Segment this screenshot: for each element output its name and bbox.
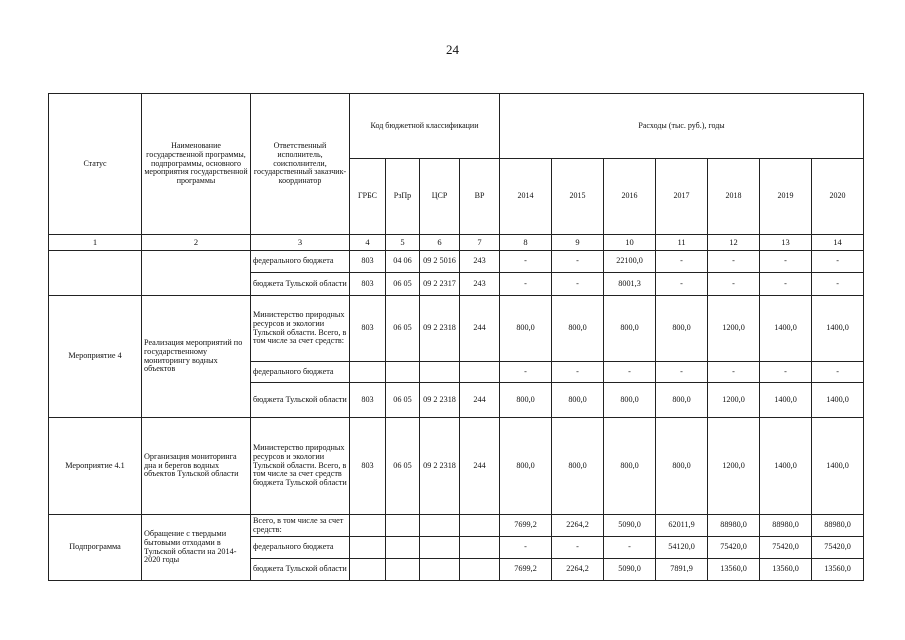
header-code-csr: ЦСР (420, 159, 460, 235)
value-cell: - (500, 251, 552, 273)
value-cell: 62011,9 (656, 515, 708, 537)
name-cell: Обращение с твердыми бытовыми отходами в Тульской области на 2014-2020 годы (142, 515, 251, 581)
value-cell: 75420,0 (708, 537, 760, 559)
value-cell: - (552, 251, 604, 273)
executor-cell: федерального бюджета (251, 362, 350, 383)
grbs-cell (350, 537, 386, 559)
value-cell: 8001,3 (604, 273, 656, 296)
column-number-row (49, 235, 864, 251)
value-cell: 800,0 (656, 418, 708, 515)
header-code-vr: ВР (460, 159, 500, 235)
table-row (49, 418, 864, 515)
value-cell: 800,0 (656, 296, 708, 362)
grbs-cell: 803 (350, 418, 386, 515)
value-cell: - (552, 537, 604, 559)
value-cell: - (760, 273, 812, 296)
vr-cell: 244 (460, 418, 500, 515)
grbs-cell (350, 515, 386, 537)
column-number: 6 (420, 235, 460, 251)
column-number: 3 (251, 235, 350, 251)
executor-cell: бюджета Тульской области (251, 383, 350, 418)
header-year-2014: 2014 (500, 159, 552, 235)
value-cell: 1200,0 (708, 296, 760, 362)
value-cell: - (656, 362, 708, 383)
value-cell: 7699,2 (500, 559, 552, 581)
rzpr-cell: 06 05 (386, 296, 420, 362)
executor-cell: бюджета Тульской области (251, 273, 350, 296)
value-cell: - (760, 251, 812, 273)
value-cell: - (604, 362, 656, 383)
value-cell: 800,0 (604, 296, 656, 362)
csr-cell (420, 537, 460, 559)
rzpr-cell: 06 05 (386, 418, 420, 515)
value-cell: 7699,2 (500, 515, 552, 537)
value-cell: 1400,0 (760, 383, 812, 418)
executor-cell: федерального бюджета (251, 537, 350, 559)
rzpr-cell: 06 05 (386, 273, 420, 296)
csr-cell: 09 2 2318 (420, 296, 460, 362)
rzpr-cell: 04 06 (386, 251, 420, 273)
column-number: 11 (656, 235, 708, 251)
value-cell: 13560,0 (708, 559, 760, 581)
value-cell: 54120,0 (656, 537, 708, 559)
header-executor: Ответственный исполнитель, соисполнители, государственный заказчик-координатор (251, 94, 350, 235)
vr-cell: 244 (460, 296, 500, 362)
csr-cell (420, 559, 460, 581)
rzpr-cell (386, 537, 420, 559)
column-number: 7 (460, 235, 500, 251)
csr-cell: 09 2 2318 (420, 418, 460, 515)
header-expenses: Расходы (тыс. руб.), годы (500, 94, 864, 159)
value-cell: 1400,0 (760, 296, 812, 362)
csr-cell (420, 362, 460, 383)
name-cell: Организация мониторинга дна и берегов водных объектов Тульской области (142, 418, 251, 515)
header-name: Наименование государственной программы, подпрограммы, основного мероприятия государственной программы (142, 94, 251, 235)
grbs-cell: 803 (350, 383, 386, 418)
value-cell: 1400,0 (812, 383, 864, 418)
header-year-2015: 2015 (552, 159, 604, 235)
value-cell: 1400,0 (812, 296, 864, 362)
column-number: 9 (552, 235, 604, 251)
rzpr-cell: 06 05 (386, 383, 420, 418)
page-number: 24 (446, 42, 459, 57)
status-cell-empty (49, 251, 142, 296)
value-cell: - (500, 362, 552, 383)
value-cell: 75420,0 (760, 537, 812, 559)
name-cell: Реализация мероприятий по государственному мониторингу водных объектов (142, 296, 251, 418)
value-cell: - (552, 273, 604, 296)
status-cell: Мероприятие 4.1 (49, 418, 142, 515)
value-cell: - (656, 273, 708, 296)
value-cell: 88980,0 (760, 515, 812, 537)
value-cell: 1400,0 (812, 418, 864, 515)
rzpr-cell (386, 362, 420, 383)
value-cell: 5090,0 (604, 515, 656, 537)
value-cell: 2264,2 (552, 515, 604, 537)
header-year-2018: 2018 (708, 159, 760, 235)
grbs-cell: 803 (350, 273, 386, 296)
value-cell: 22100,0 (604, 251, 656, 273)
grbs-cell: 803 (350, 296, 386, 362)
value-cell: 75420,0 (812, 537, 864, 559)
value-cell: - (812, 251, 864, 273)
executor-cell: бюджета Тульской области (251, 559, 350, 581)
value-cell: 1200,0 (708, 418, 760, 515)
value-cell: 800,0 (604, 383, 656, 418)
value-cell: 800,0 (500, 296, 552, 362)
column-number: 14 (812, 235, 864, 251)
csr-cell: 09 2 2317 (420, 273, 460, 296)
value-cell: - (552, 362, 604, 383)
value-cell: - (708, 251, 760, 273)
vr-cell (460, 362, 500, 383)
vr-cell: 243 (460, 273, 500, 296)
column-number: 8 (500, 235, 552, 251)
executor-cell: Министерство природных ресурсов и экологии Тульской области. Всего, в том числе за счет средств бюджета Тульской области (251, 418, 350, 515)
value-cell: 800,0 (604, 418, 656, 515)
value-cell: - (812, 362, 864, 383)
value-cell: - (604, 537, 656, 559)
value-cell: 800,0 (552, 418, 604, 515)
header-code-grbs: ГРБС (350, 159, 386, 235)
grbs-cell (350, 559, 386, 581)
executor-cell: федерального бюджета (251, 251, 350, 273)
status-cell: Подпрограмма (49, 515, 142, 581)
column-number: 12 (708, 235, 760, 251)
vr-cell (460, 537, 500, 559)
executor-cell: Министерство природных ресурсов и экологии Тульской области. Всего, в том числе за счет средств: (251, 296, 350, 362)
csr-cell (420, 515, 460, 537)
value-cell: 7891,9 (656, 559, 708, 581)
value-cell: 1400,0 (760, 418, 812, 515)
vr-cell (460, 515, 500, 537)
value-cell: 800,0 (656, 383, 708, 418)
vr-cell: 243 (460, 251, 500, 273)
vr-cell (460, 559, 500, 581)
header-budget-code: Код бюджетной классификации (350, 94, 500, 159)
value-cell: 800,0 (500, 383, 552, 418)
header-code-rzpr: РзПр (386, 159, 420, 235)
value-cell: - (500, 537, 552, 559)
value-cell: 2264,2 (552, 559, 604, 581)
column-number: 4 (350, 235, 386, 251)
header-year-2020: 2020 (812, 159, 864, 235)
value-cell: 1200,0 (708, 383, 760, 418)
value-cell: 88980,0 (708, 515, 760, 537)
header-status: Статус (49, 94, 142, 235)
table-row (49, 515, 864, 537)
value-cell: - (760, 362, 812, 383)
value-cell: - (708, 362, 760, 383)
column-number: 1 (49, 235, 142, 251)
grbs-cell: 803 (350, 251, 386, 273)
budget-table (48, 93, 864, 581)
column-number: 2 (142, 235, 251, 251)
table-row (49, 296, 864, 362)
value-cell: 800,0 (552, 383, 604, 418)
header-year-2019: 2019 (760, 159, 812, 235)
column-number: 10 (604, 235, 656, 251)
header-year-2016: 2016 (604, 159, 656, 235)
table-row (49, 251, 864, 273)
value-cell: 88980,0 (812, 515, 864, 537)
executor-cell: Всего, в том числе за счет средств: (251, 515, 350, 537)
header-row (49, 94, 864, 159)
grbs-cell (350, 362, 386, 383)
value-cell: 800,0 (552, 296, 604, 362)
csr-cell: 09 2 5016 (420, 251, 460, 273)
vr-cell: 244 (460, 383, 500, 418)
column-number: 5 (386, 235, 420, 251)
name-cell-empty (142, 251, 251, 296)
value-cell: - (708, 273, 760, 296)
value-cell: 5090,0 (604, 559, 656, 581)
status-cell: Мероприятие 4 (49, 296, 142, 418)
csr-cell: 09 2 2318 (420, 383, 460, 418)
value-cell: - (812, 273, 864, 296)
column-number: 13 (760, 235, 812, 251)
value-cell: - (500, 273, 552, 296)
value-cell: 800,0 (500, 418, 552, 515)
header-year-2017: 2017 (656, 159, 708, 235)
value-cell: - (656, 251, 708, 273)
rzpr-cell (386, 559, 420, 581)
rzpr-cell (386, 515, 420, 537)
value-cell: 13560,0 (760, 559, 812, 581)
value-cell: 13560,0 (812, 559, 864, 581)
